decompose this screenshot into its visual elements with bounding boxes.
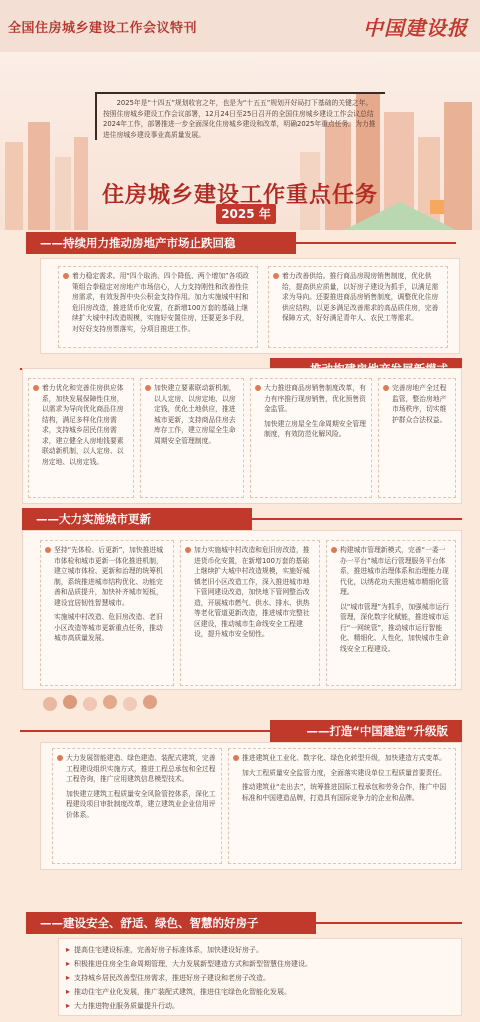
year-badge: 2025 年 (216, 204, 276, 224)
list-item-text: 推动住宅产业化发展，推广装配式建筑，推进住宅绿色化智能化发展。 (74, 988, 292, 996)
bullet-dot-icon (145, 385, 151, 391)
section-3-rule (252, 518, 462, 520)
card-text: 加快建立房屋全生命周期安全管理制度，有效防范化解风险。 (264, 419, 366, 438)
bullet-dot-icon (63, 273, 69, 279)
list-item-text: 积极推进住房全生命周期管理，大力发展新型建造方式和新型智慧住房建设。 (74, 960, 313, 968)
card-text: 坚持“先体检、后更新”，加快推进城市体检和城市更新一体化推进机制，建立城市体检、更新和治理的统筹机制，系统推进城市结构优化、功能完善和品质提升，加快补齐城市短板，建设宜居韧性智慧城市。 (54, 546, 163, 607)
bullet-dot-icon (57, 755, 63, 761)
card-text: 推进建筑业工业化、数字化、绿色化转型升级，加快建造方式变革。 (242, 754, 446, 762)
list-item (66, 944, 456, 956)
crowd-illustration (30, 690, 450, 716)
section-4-card-2 (228, 748, 456, 864)
series-title: 全国住房城乡建设工作会议特刊 (8, 20, 198, 36)
arrow-right-icon: ▸ (66, 973, 71, 982)
list-item-text: 支持城乡居民改善型住房需求，推进好房子建设和老房子改造。 (74, 974, 271, 982)
section-1-rule (296, 242, 456, 244)
bullet-dot-icon (233, 755, 239, 761)
list-item-text: 大力推进物业服务质量提升行动。 (74, 1002, 180, 1010)
card-text: 大力推进商品房销售制度改革，有力有序推行现房销售，优化预售资金监管。 (264, 384, 366, 413)
list-item (66, 986, 456, 998)
card-text: 加快建立要素联动新机制，以人定房、以房定地、以房定钱，优化土地供应，推进城市更新，支持商品住房去库存工作，建立房屋全生命周期安全管理制度。 (154, 384, 236, 445)
header-bar (0, 0, 480, 52)
arrow-right-icon: ▸ (66, 987, 71, 996)
list-item (66, 972, 456, 984)
section-3-card-1 (40, 540, 174, 686)
section-5-title: ——建设安全、舒适、绿色、智慧的好房子 (26, 912, 316, 934)
section-2-card-1 (28, 378, 134, 498)
page-title: 住房城乡建设工作重点任务 (101, 183, 378, 208)
arrow-right-icon: ▸ (66, 1001, 71, 1010)
card-text: 着力稳定需求。用“四个取消、四个降低、两个增加”各项政策组合拳稳定对房地产市场信心，人力支持刚性和改善性住房需求，有效发挥中央公积金支持作用。加力实施城中村和危旧房改造，推进货币化安置，在新增100万套的基础上继续扩大城中村改造规模，实施好安置住房，还要更多手段，对好好支持房票落实，分项目推进工作。 (72, 272, 249, 333)
card-text: 完善房地产全过程监管，整治房地产市场秩序，切实维护群众合法权益。 (392, 384, 447, 424)
bullet-dot-icon (273, 273, 279, 279)
bullet-dot-icon (45, 547, 51, 553)
bullet-dot-icon (383, 385, 389, 391)
bullet-dot-icon (33, 385, 39, 391)
arrow-right-icon: ▸ (66, 945, 71, 954)
card-text: 以“城市管理”为抓手，加强城市运行管理，深化数字化赋能，推进城市运行“一网统管”，推动城市运行智能化、精细化、人性化，加快城市生命线安全工程建设。 (340, 602, 449, 653)
card-text: 实施城中村改造、危旧房改造、老旧小区改造等城市更新重点任务，推动城市高质量发展。 (54, 613, 163, 642)
card-text: 构建城市管理新模式，完善“一委一办一平台”城市运行管理服务平台体系，推进城市治理体系和治理能力现代化，以绣花功夫推进城市精细化管理。 (340, 546, 449, 596)
arrow-right-icon: ▸ (66, 959, 71, 968)
section-4-rule (20, 730, 270, 732)
bullet-dot-icon (255, 385, 261, 391)
section-2-card-2 (140, 378, 244, 498)
section-4-title: ——打造“中国建造”升级版 (270, 720, 462, 742)
section-3-card-2 (180, 540, 320, 686)
card-text: 加力实施城中村改造和危旧房改造，推进货币化安置，在新增100万套的基础上继续扩大城中村改造规模，实施好城镇老旧小区改造工作，深入推进城市地下管网建设改造，加快地下管网整治改造，开展城市燃气、供水、排水、供热等老化管道更新改造，推进城市完整社区建设，推动城市生命线安全工程建设，提升城市安全韧性。 (194, 546, 310, 638)
card-text: 着力改善供给。推行商品房现房销售制度，优化供给，提高供应质量，以好房子建设为抓手，以满足需求为导向。还要推进商品房销售制度，调整优化住房供应结构，以更多满足改善需求的高品质住房，完善保障方式，好好满足青年人、农民工等需求。 (282, 272, 439, 322)
bullet-dot-icon (185, 547, 191, 553)
list-item (66, 958, 456, 970)
card-text: 加大工程质量安全监管力度，全面落实建设单位工程质量首要责任。 (242, 768, 446, 777)
list-item (66, 1000, 456, 1012)
list-item-text: 提高住宅建设标准，完善好房子标准体系，加快建设好房子。 (74, 946, 264, 954)
card-text: 大力发展智能建造、绿色建造、装配式建筑，完善工程建设组织实施方式，推进工程总承包和全过程工程咨询，推广应用建筑信息模型技术。 (66, 754, 216, 783)
section-4-card-1 (52, 748, 222, 864)
section-1-title: ——持续用力推动房地产市场止跌回稳 (26, 232, 296, 254)
card-text: 推动建筑业“走出去”，统筹推进国际工程承包和劳务合作，推广中国标准和中国建造品牌，打造具有国际竞争力的企业和品牌。 (242, 783, 447, 802)
newspaper-logo: 中国建设报 (363, 15, 468, 40)
section-5-rule (316, 922, 462, 924)
section-2-card-3 (250, 378, 372, 498)
bullet-dot-icon (331, 547, 337, 553)
section-2-card-4 (378, 378, 456, 498)
section-1-card-2 (268, 266, 448, 348)
intro-paragraph: 2025年是“十四五”规划收官之年，也是为“十五五”规划开好局打下基础的关键之年。按照住房城乡建设工作会议部署，12月24日至25日召开的全国住房城乡建设工作会议总结2024年工作，部署推进一步全面深化住房城乡建设和改革，明确2025年重点任务。为力推进住房城乡建设事业高质量发展。 (95, 92, 385, 140)
section-3-card-3 (326, 540, 456, 686)
section-3-title: ——大力实施城市更新 (22, 508, 252, 530)
section-1-card-1 (58, 266, 258, 348)
card-text: 着力优化和完善住房供应体系，加快发展保障性住房，以需求为导向优化商品住房结构，满足多样化住房需求，支持城乡居民住房需求，建立健全人房地钱要素联动新机制，以人定房、以房定地、以房定钱。 (42, 384, 124, 466)
card-text: 加快建立建筑工程质量安全风险管控体系，深化工程建设项目审批制度改革，建立建筑业企业信用评价体系。 (66, 789, 216, 819)
